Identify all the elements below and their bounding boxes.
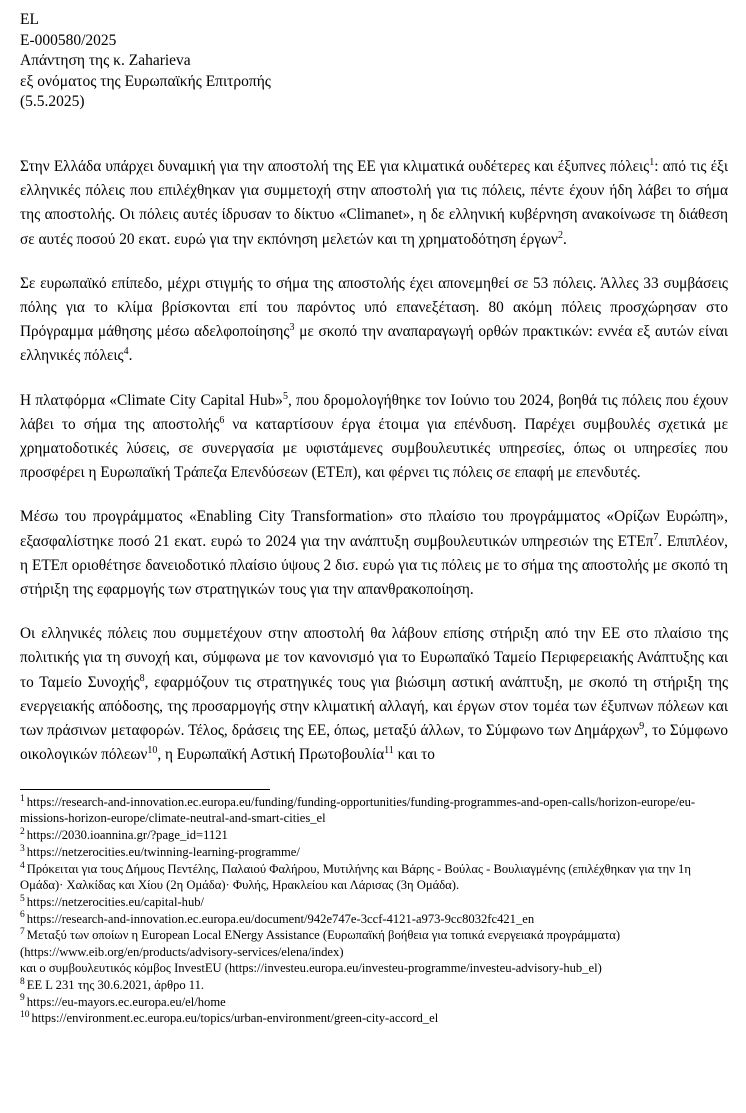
footnote-link[interactable]: https://environment.ec.europa.eu/topics/urban-environment/green-city-accord_el	[31, 1011, 439, 1026]
footnote-item	[20, 827, 732, 843]
footnote-number: 8	[20, 976, 25, 987]
footnote-link[interactable]: https://netzerocities.eu/twinning-learning-programme/	[26, 844, 300, 859]
footnote-ref[interactable]: 10	[147, 745, 158, 757]
footnote-text: ΕΕ L 231 της 30.6.2021, άρθρο 11.	[26, 977, 205, 992]
footnote-item	[20, 844, 732, 860]
footnote-number: 3	[20, 843, 25, 854]
footnote-item	[20, 927, 732, 976]
footnote-number: 2	[20, 826, 25, 837]
footnote-ref[interactable]: 2	[557, 229, 563, 241]
footnote-item	[20, 911, 732, 927]
paragraph-2: Σε ευρωπαϊκό επίπεδο, μέχρι στιγμής το σήμα της αποστολής έχει απονεμηθεί σε 53 πόλεις. Άλλες 33 συμβάσεις πόλης για το κλίμα βρίσκονται επί του παρόντος υπό επανεξέταση. 80 ακόμη πόλεις προσχώρησαν στο Πρόγραμμα μάθησης μέσω αδελφοποίησης$^3$ με σκοπό την αναπαραγωγή ορθών πρακτικών: εννέα εξ αυτών είναι ελληνικές πόλεις$^4$.	[20, 274, 728, 365]
footnote-text: )	[597, 960, 602, 975]
answer-author: Απάντηση της κ. Zaharieva	[20, 52, 191, 69]
answer-date: (5.5.2025)	[20, 93, 85, 110]
footnote-item	[20, 1010, 732, 1026]
footnote-link[interactable]: https://netzerocities.eu/capital-hub/	[26, 894, 205, 909]
footnote-ref[interactable]: 5	[282, 390, 288, 402]
footnote-number: 6	[20, 910, 25, 921]
document-number: E-000580/2025	[20, 31, 117, 49]
document-header	[20, 10, 540, 113]
footnote-ref[interactable]: 4	[123, 346, 129, 358]
footnote-item	[20, 894, 732, 910]
footnote-link[interactable]: https://2030.ioannina.gr/?page_id=1121	[26, 828, 228, 843]
footnote-link[interactable]: https://research-and-innovation.ec.europa.eu/document/942e747e-3ccf-4121-a973-9cc8032fc421_en	[26, 911, 535, 926]
footnote-link[interactable]: https://www.eib.org/en/products/advisory-services/elena/index	[24, 944, 340, 959]
answer-on-behalf: εξ ονόματος της Ευρωπαϊκής Επιτροπής	[20, 72, 271, 90]
footnote-number: 4	[20, 860, 25, 871]
footnote-item	[20, 861, 732, 894]
footnote-item	[20, 794, 732, 827]
footnote-number: 5	[20, 893, 25, 904]
footnote-ref[interactable]: 3	[289, 322, 295, 334]
footnote-text: Μεταξύ των οποίων η European Local ENergy Assistance (Ευρωπαϊκή βοήθεια για τοπικά ενεργειακά προγράμματα) (	[20, 928, 621, 959]
footnote-ref[interactable]: 7	[653, 531, 659, 543]
document-body	[20, 155, 728, 787]
footnote-separator	[20, 789, 270, 790]
footnote-number: 7	[20, 927, 25, 938]
paragraph-3: Η πλατφόρμα «Climate City Capital Hub»$^5$, που δρομολογήθηκε τον Ιούνιο του 2024, βοηθά τις πόλεις που έχουν λάβει το σήμα της αποστολής$^6$ να καταρτίσουν έργα έτοιμα για επένδυση. Παρέχει συμβουλές σχετικά με χρηματοδοτικές λύσεις, σε συνεργασία με υφιστάμενες συμβουλευτικές υπηρεσίες, όπως οι υπηρεσίες που προσφέρει η Ευρωπαϊκή Τράπεζα Επενδύσεων (ΕΤΕπ), και φέρνει τις πόλεις σε επαφή με επενδυτές.	[20, 390, 728, 482]
footnote-link[interactable]: https://investeu.europa.eu/investeu-programme/investeu-advisory-hub_el	[228, 960, 598, 975]
footnote-link[interactable]: https://eu-mayors.ec.europa.eu/el/home	[26, 994, 226, 1009]
footnote-number: 1	[20, 793, 25, 804]
footnote-list	[20, 794, 732, 1027]
footnote-ref[interactable]: 8	[139, 672, 145, 684]
footnote-item	[20, 994, 732, 1010]
footnote-ref[interactable]: 1	[649, 156, 655, 168]
footnote-text: Πρόκειται για τους Δήμους Πεντέλης, Παλαιού Φαλήρου, Μυτιλήνης και Βάρης - Βούλας - Βουλιαγμένης (επιλέχθηκαν για την 1η Ομάδα)· Χαλκίδας και Χίου (2η Ομάδα)· Φυλής, Ηρακλείου και Λάρισας (3η Ομάδα).	[20, 861, 691, 892]
footnote-text: )	[339, 944, 344, 959]
footnote-number: 10	[20, 1010, 30, 1021]
footnote-number: 9	[20, 993, 25, 1004]
paragraph-4: Μέσω του προγράμματος «Enabling City Transformation» στο πλαίσιο του προγράμματος «Ορίζων Ευρώπη», εξασφαλίστηκε ποσό 21 εκατ. ευρώ το 2024 για την ανάπτυξη συμβουλευτικών υπηρεσιών της ΕΤΕπ$^7$. Επιπλέον, η ΕΤΕπ οριοθέτησε δανειοδοτικό πλαίσιο ύψους 2 δισ. ευρώ για τις πόλεις με το σήμα της αποστολής με σκοπό τη στήριξη της εφαρμογής των στρατηγικών τους για την απανθρακοποίηση.	[20, 508, 728, 599]
footnote-ref[interactable]: 11	[384, 745, 394, 757]
language-code: EL	[20, 11, 39, 28]
paragraph-1: Στην Ελλάδα υπάρχει δυναμική για την αποστολή της ΕΕ για κλιματικά ουδέτερες και έξυπνες πόλεις$^1$: από τις έξι ελληνικές πόλεις που επιλέχθηκαν για συμμετοχή στην αποστολή για τις πόλεις, πέντε έχουν ήδη λάβει το σήμα της αποστολής. Οι πόλεις αυτές ίδρυσαν το δίκτυο «Climanet», η δε ελληνική κυβέρνηση ανακοίνωσε τη διάθεση σε αυτές ποσού 20 εκατ. ευρώ για την εκπόνηση μελετών και τη χρηματοδότηση έργων$^2$.	[20, 156, 728, 248]
footnote-ref[interactable]: 9	[639, 720, 645, 732]
footnote-text: και ο συμβουλευτικός κόμβος InvestEU (	[20, 960, 229, 975]
footnote-item	[20, 977, 732, 993]
footnote-link[interactable]: https://research-and-innovation.ec.europa.eu/funding/funding-opportunities/funding-programmes-and-open-calls/horizon-europe/eu-missions-horizon-europe/climate-neutral-and-smart-cities_el	[20, 795, 696, 826]
footnote-ref[interactable]: 6	[219, 414, 225, 426]
paragraph-5: Οι ελληνικές πόλεις που συμμετέχουν στην αποστολή θα λάβουν επίσης στήριξη από την ΕΕ στο πλαίσιο της πολιτικής για τη συνοχή και, σύμφωνα με τον κανονισμό για το Ευρωπαϊκό Ταμείο Περιφερειακής Ανάπτυξης και το Ταμείο Συνοχής$^8$, εφαρμόζουν τις στρατηγικές τους για βιώσιμη αστική ανάπτυξη, με σκοπό τη στήριξη της ενεργειακής απόδοσης, της προσαρμογής στην κλιματική αλλαγή, και έργων στον τομέα των έξυπνων πόλεων και των πράσινων μεταφορών. Τέλος, δράσεις της ΕΕ, όπως, μεταξύ άλλων, το Σύμφωνο των Δημάρχων$^9$, το Σύμφωνο οικολογικών πόλεων$^{10}$, η Ευρωπαϊκή Αστική Πρωτοβουλία$^{11}$ και το	[20, 625, 728, 764]
